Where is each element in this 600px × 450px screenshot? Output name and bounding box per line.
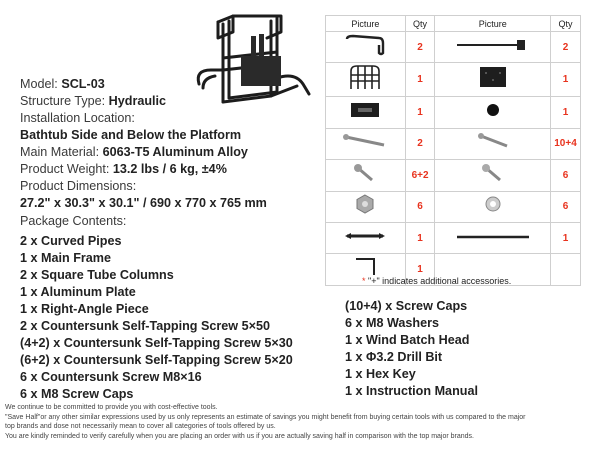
- qty-cell: 1: [405, 222, 435, 253]
- material-label: Main Material:: [20, 145, 100, 159]
- install-value: Bathtub Side and Below the Platform: [20, 128, 242, 142]
- package-item: 1 x Right-Angle Piece: [20, 302, 149, 316]
- picture-header: Picture: [435, 16, 551, 32]
- table-row: [326, 63, 581, 97]
- qty-cell: 1: [551, 222, 581, 253]
- package-item: 2 x Square Tube Columns: [20, 268, 174, 282]
- package-item: 1 x Hex Key: [345, 367, 416, 381]
- qty-cell: 6: [551, 191, 581, 222]
- countersunk-screw-m8-icon: [435, 160, 551, 191]
- package-item: 1 x Main Frame: [20, 251, 111, 265]
- self-tapping-screw-30-icon: [435, 128, 551, 159]
- qty-cell: 2: [551, 32, 581, 63]
- qty-cell: 1: [551, 63, 581, 97]
- dims-value: 27.2" x 30.3" x 30.1" / 690 x 770 x 765 mm: [20, 196, 267, 210]
- package-item: (10+4) x Screw Caps: [345, 299, 468, 313]
- package-item: (6+2) x Countersunk Self-Tapping Screw 5×20: [20, 353, 293, 367]
- material-line: [20, 144, 267, 161]
- table-row: [326, 128, 581, 159]
- package-item: 6 x M8 Washers: [345, 316, 440, 330]
- qty-header: Qty: [405, 16, 435, 32]
- table-note: [362, 276, 511, 286]
- model-line: [20, 76, 267, 93]
- package-item: 2 x Curved Pipes: [20, 234, 122, 248]
- qty-cell: 6+2: [405, 160, 435, 191]
- right-angle-piece-icon: [326, 97, 406, 128]
- package-item: 1 x Aluminum Plate: [20, 285, 136, 299]
- weight-value: 13.2 lbs / 6 kg, ±4%: [112, 162, 227, 176]
- qty-cell: [551, 254, 581, 285]
- footer-disclaimer: [5, 403, 526, 441]
- picture-header: Picture: [326, 16, 406, 32]
- package-item: 1 x Instruction Manual: [345, 384, 478, 398]
- weight-label: Product Weight:: [20, 162, 110, 176]
- package-item: (4+2) x Countersunk Self-Tapping Screw 5×30: [20, 336, 293, 350]
- qty-cell: 2: [405, 32, 435, 63]
- package-label: Package Contents:: [20, 214, 127, 228]
- screw-cap-icon: [435, 97, 551, 128]
- install-label: Installation Location:: [20, 111, 135, 125]
- qty-cell: 10+4: [551, 128, 581, 159]
- dims-label: Product Dimensions:: [20, 179, 137, 193]
- structure-value: Hydraulic: [108, 94, 167, 108]
- qty-header: Qty: [551, 16, 581, 32]
- table-header-row: [326, 16, 581, 32]
- table-row: [326, 32, 581, 63]
- footer-line: You are kindly reminded to verify carefully when you are placing an order with us if you are actually saving half in comparison with the top major brands.: [5, 432, 474, 440]
- washer-icon: [435, 191, 551, 222]
- model-value: SCL-03: [61, 77, 105, 91]
- qty-cell: 1: [405, 254, 435, 285]
- aluminum-plate-icon: [435, 63, 551, 97]
- package-list-right: [345, 298, 478, 400]
- self-tapping-screw-50-icon: [326, 128, 406, 159]
- package-item: 6 x Countersunk Screw M8×16: [20, 370, 202, 384]
- curved-pipe-icon: [326, 32, 406, 63]
- structure-line: [20, 93, 267, 110]
- material-value: 6063-T5 Aluminum Alloy: [102, 145, 248, 159]
- weight-line: [20, 161, 267, 178]
- m8-screw-cap-icon: [326, 191, 406, 222]
- table-row: [326, 160, 581, 191]
- qty-cell: 2: [405, 128, 435, 159]
- footer-line: We continue to be committed to provide you with cost-effective tools.: [5, 404, 218, 411]
- structure-label: Structure Type:: [20, 94, 106, 108]
- package-item: 1 x Φ3.2 Drill Bit: [345, 350, 443, 364]
- note-text: "+" indicates additional accessories.: [368, 276, 512, 286]
- drill-bit-icon: [435, 222, 551, 253]
- table-row: [326, 191, 581, 222]
- table-row: [326, 222, 581, 253]
- parts-table: [325, 15, 581, 286]
- long-screw-icon: [435, 32, 551, 63]
- model-label: Model:: [20, 77, 58, 91]
- qty-cell: 6: [551, 160, 581, 191]
- spec-block: [20, 76, 267, 230]
- package-list-left: [20, 233, 293, 403]
- package-item: 2 x Countersunk Self-Tapping Screw 5×50: [20, 319, 270, 333]
- qty-cell: 6: [405, 191, 435, 222]
- footer-line: "Save Half"or any other similar expressions used by us only represents an estimate of savings you might benefit from buying certain tools with us compared to the major: [5, 413, 526, 421]
- qty-cell: 1: [405, 97, 435, 128]
- self-tapping-screw-20-icon: [326, 160, 406, 191]
- package-item: 6 x M8 Screw Caps: [20, 387, 134, 401]
- qty-cell: 1: [405, 63, 435, 97]
- table-row: [326, 97, 581, 128]
- package-item: 1 x Wind Batch Head: [345, 333, 470, 347]
- qty-cell: 1: [551, 97, 581, 128]
- wind-batch-head-icon: [326, 222, 406, 253]
- main-frame-icon: [326, 63, 406, 97]
- footer-line: top brands and dose not necessarily mean to cover all categories of tools offered by us.: [5, 423, 276, 430]
- note-star: *: [362, 276, 366, 286]
